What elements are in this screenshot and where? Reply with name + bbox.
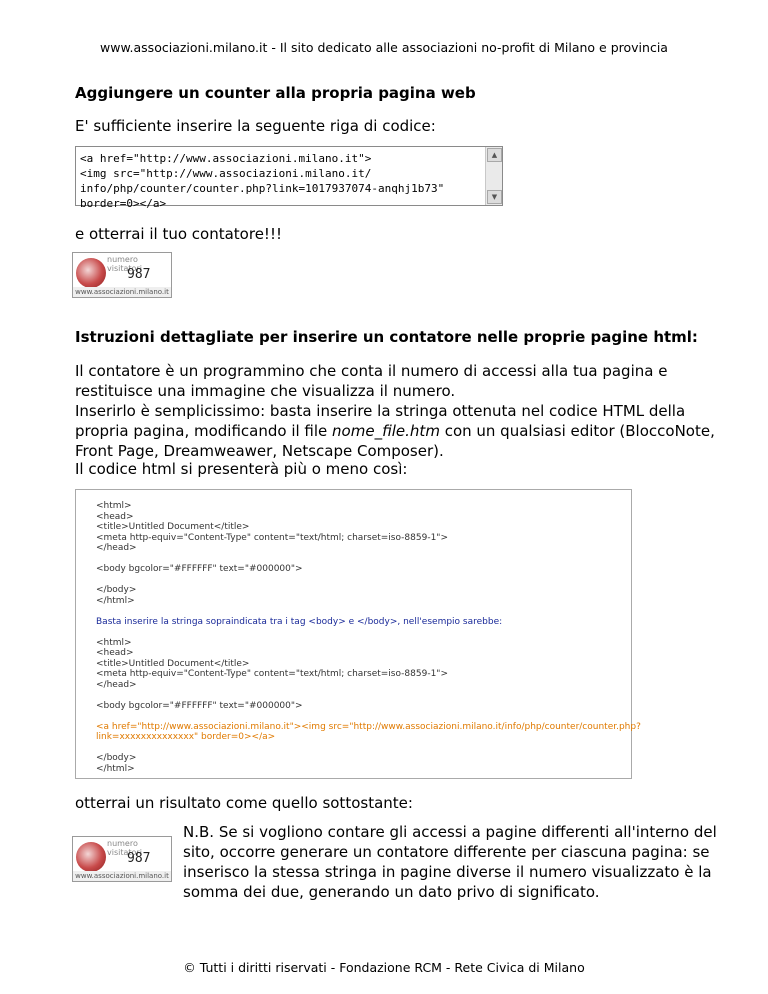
page-header: www.associazioni.milano.it - Il sito dedicato alle associazioni no-profit di Milano e provincia — [100, 40, 668, 55]
result-intro: otterrai un risultato come quello sottostante: — [75, 794, 413, 812]
text-line: Inserirlo è semplicissimo: basta inserire la stringa ottenuta nel codice HTML della — [75, 402, 686, 420]
text-line: propria pagina, modificando il file nome_file.htm con un qualsiasi editor (BloccoNote, — [75, 422, 715, 440]
code-line: border=0></a> — [80, 197, 167, 210]
counter-caption: numero visitatori — [107, 839, 142, 857]
code-line: <head> — [96, 511, 134, 522]
code-line: <meta http-equiv="Content-Type" content="text/html; charset=iso-8859-1"> — [96, 669, 448, 679]
code-line: <meta http-equiv="Content-Type" content="text/html; charset=iso-8859-1"> — [96, 532, 448, 543]
code-textarea[interactable] — [75, 146, 503, 210]
paragraph-intro — [75, 361, 715, 461]
code-line: <img src="http://www.associazioni.milano.it/ — [80, 167, 372, 180]
code-line: <html> — [96, 501, 132, 511]
code-line: <title>Untitled Document</title> — [96, 522, 250, 532]
code-line: <a href="http://www.associazioni.milano.it"> — [80, 152, 372, 165]
note-paragraph — [183, 822, 743, 902]
code-line: </head> — [96, 679, 137, 690]
code-line: <body bgcolor="#FFFFFF" text="#000000"> — [96, 564, 303, 574]
text-line: Il contatore è un programmino che conta il numero di accessi alla tua pagina e — [75, 362, 668, 380]
code-line: </html> — [96, 763, 135, 774]
vertical-scrollbar[interactable] — [485, 147, 502, 205]
visitor-counter-image[interactable] — [72, 836, 172, 882]
code-line: </html> — [96, 595, 135, 606]
code-line: info/php/counter/counter.php?link=1017937074-anqhj1b73" — [80, 182, 445, 195]
text-line: sito, occorre generare un contatore differente per ciascuna pagina: se — [183, 843, 710, 861]
text-line: restituisce una immagine che visualizza il numero. — [75, 382, 456, 400]
counter-value: 987 — [127, 267, 151, 282]
counter-logo-icon — [76, 258, 106, 288]
text-line: somma dei due, generando un dato privo di significato. — [183, 883, 600, 901]
code-line: <body bgcolor="#FFFFFF" text="#000000"> — [96, 700, 303, 711]
result-text: e otterrai il tuo contatore!!! — [75, 225, 282, 243]
code-line: <title>Untitled Document</title> — [96, 658, 250, 669]
counter-url: www.associazioni.milano.it — [73, 871, 171, 881]
code-line: </body> — [96, 585, 137, 595]
scroll-down-icon[interactable]: ▼ — [487, 190, 502, 204]
section-title-counter: Aggiungere un counter alla propria pagina web — [75, 84, 476, 102]
instruction-line: Basta inserire la stringa sopraindicata tra i tag <body> e </body>, nell'esempio sarebbe: — [96, 616, 503, 627]
counter-logo-icon — [76, 842, 106, 872]
intro-text: E' sufficiente inserire la seguente riga di codice: — [75, 117, 436, 135]
text-line: Front Page, Dreamweawer, Netscape Composer). — [75, 442, 444, 460]
text-line: inserisco la stessa stringa in pagine diverse il numero visualizzato è la — [183, 863, 712, 881]
text-line: N.B. Se si vogliono contare gli accessi a pagine differenti all'interno del — [183, 823, 717, 841]
counter-url: www.associazioni.milano.it — [73, 287, 171, 297]
code-line: <head> — [96, 648, 134, 658]
page-footer: © Tutti i diritti riservati - Fondazione RCM - Rete Civica di Milano — [183, 960, 585, 975]
code-line: <html> — [96, 637, 132, 648]
visitor-counter-image[interactable] — [72, 252, 172, 298]
counter-caption: numero visitatori — [107, 255, 142, 273]
counter-value: 987 — [127, 851, 151, 866]
code-line: </body> — [96, 753, 137, 763]
section-title-instructions: Istruzioni dettagliate per inserire un contatore nelle proprie pagine html: — [75, 328, 698, 346]
inserted-code-line: link=xxxxxxxxxxxxxx" border=0></a> — [96, 732, 276, 742]
scroll-up-icon[interactable]: ▲ — [487, 148, 502, 162]
inserted-code-line: <a href="http://www.associazioni.milano.it"><img src="http://www.associazioni.milano.it/info/php/counter/counter.php? — [96, 721, 641, 732]
paragraph-code-intro: Il codice html si presenterà più o meno così: — [75, 460, 408, 478]
filename: nome_file.htm — [332, 422, 440, 440]
html-example-screenshot — [75, 489, 641, 779]
code-line: </head> — [96, 543, 137, 553]
